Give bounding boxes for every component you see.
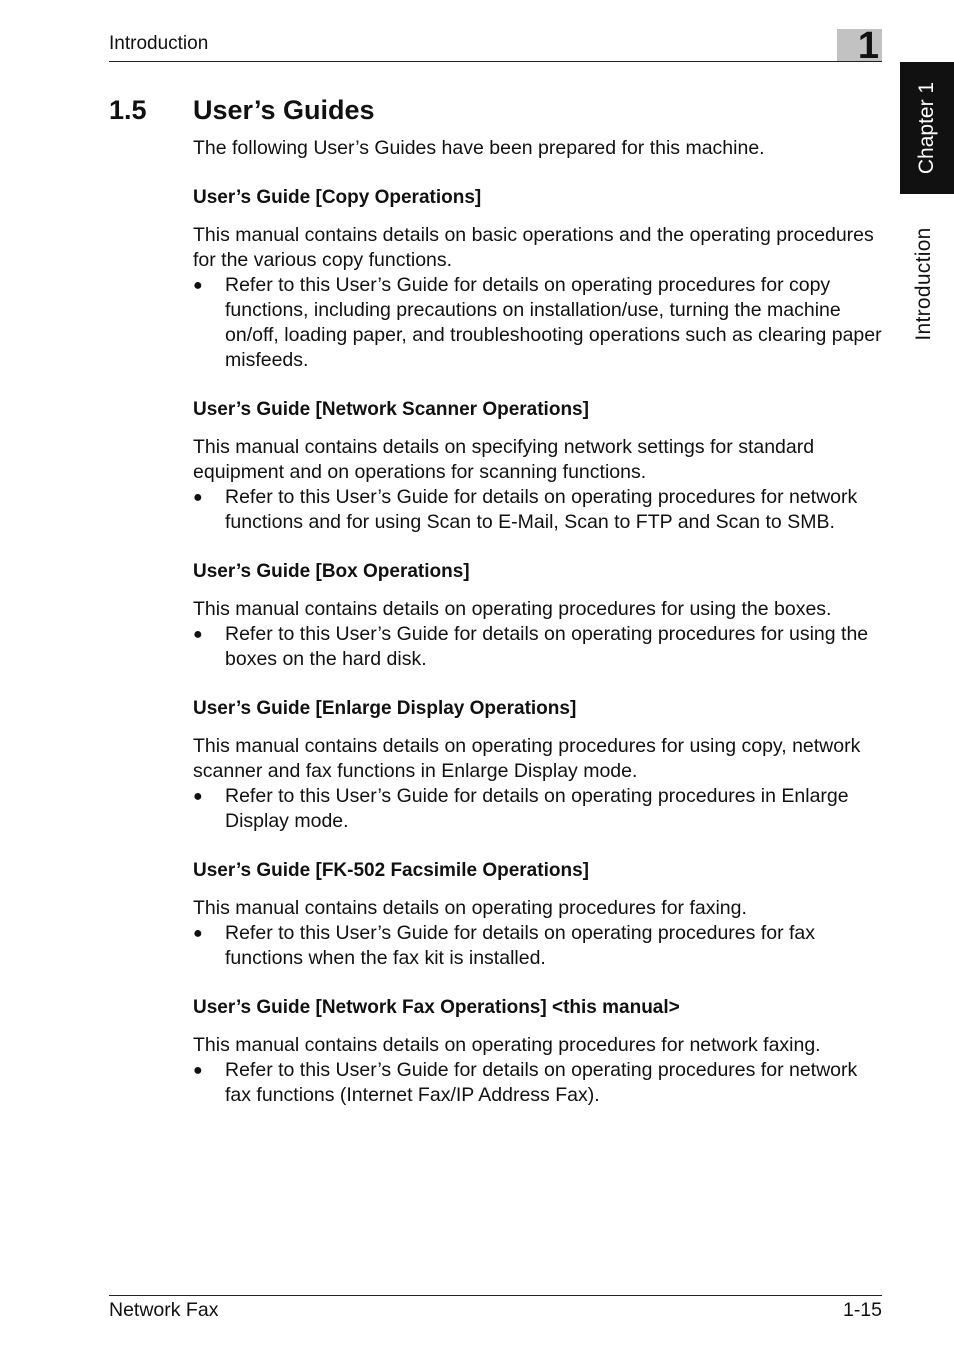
guide-bullet-text: Refer to this User’s Guide for details on operating procedures for fax functions when the fax kit is installed. (225, 922, 815, 969)
guide-description: This manual contains details on basic operations and the operating procedures for the various copy functions. (193, 224, 874, 271)
guide-heading: User’s Guide [FK-502 Facsimile Operations] (193, 860, 589, 881)
guide-copy-operations (193, 185, 883, 373)
guide-network-fax-operations (193, 995, 883, 1108)
running-header-title: Introduction (109, 33, 209, 54)
guide-box-operations (193, 559, 883, 672)
guide-description: This manual contains details on operating procedures for network faxing. (193, 1034, 821, 1056)
footer-product-name: Network Fax (109, 1299, 219, 1321)
guide-network-scanner-operations (193, 397, 883, 535)
section-side-tab-label: Introduction (912, 227, 935, 341)
bullet-dot-icon: ● (193, 788, 203, 805)
footer-divider (109, 1295, 882, 1296)
section-title: User’s Guides (193, 95, 375, 125)
bullet-dot-icon: ● (193, 1062, 203, 1079)
guide-bullet (193, 784, 883, 834)
chapter-number-box (837, 29, 882, 61)
guide-bullet-text: Refer to this User’s Guide for details on operating procedures for network functions and for using Scan to E-Mail, Scan to FTP and Scan to SMB. (225, 486, 858, 533)
chapter-number: 1 (857, 29, 879, 61)
guide-description: This manual contains details on specifying network settings for standard equipment and on operations for scanning functions. (193, 436, 815, 483)
guide-bullet (193, 273, 883, 373)
bullet-dot-icon: ● (193, 489, 203, 506)
guide-heading: User’s Guide [Enlarge Display Operations] (193, 698, 577, 719)
guide-bullet (193, 1058, 883, 1108)
guide-description: This manual contains details on operating procedures for faxing. (193, 897, 747, 919)
guide-heading: User’s Guide [Network Scanner Operations] (193, 399, 589, 420)
guide-heading: User’s Guide [Box Operations] (193, 561, 470, 582)
guide-bullet (193, 921, 883, 971)
page-number: 1-15 (842, 1299, 882, 1321)
guide-description: This manual contains details on operating procedures for using copy, network scanner and fax functions in Enlarge Display mode. (193, 735, 861, 782)
guide-bullet-text: Refer to this User’s Guide for details on operating procedures in Enlarge Display mode. (225, 785, 849, 832)
guide-bullet (193, 485, 883, 535)
guide-facsimile-operations (193, 858, 883, 971)
bullet-dot-icon: ● (193, 925, 203, 942)
section-intro: The following User’s Guides have been prepared for this machine. (193, 137, 765, 159)
guide-heading: User’s Guide [Copy Operations] (193, 187, 482, 208)
chapter-side-tab-label: Chapter 1 (915, 81, 938, 175)
guide-bullet-text: Refer to this User’s Guide for details on operating procedures for copy functions, including precautions on installation/use, turning the machine on/off, loading paper, and troubleshooting operations such as clearing paper misfeeds. (225, 274, 882, 371)
header-divider (109, 61, 882, 62)
guide-heading: User’s Guide [Network Fax Operations] <this manual> (193, 997, 680, 1018)
bullet-dot-icon: ● (193, 626, 203, 643)
section-number: 1.5 (109, 95, 147, 125)
guide-bullet-text: Refer to this User’s Guide for details on operating procedures for using the boxes on the hard disk. (225, 623, 869, 670)
bullet-dot-icon: ● (193, 277, 203, 294)
guide-enlarge-display-operations (193, 696, 883, 834)
guide-description: This manual contains details on operating procedures for using the boxes. (193, 598, 832, 620)
guide-bullet-text: Refer to this User’s Guide for details on operating procedures for network fax functions (Internet Fax/IP Address Fax). (225, 1059, 858, 1106)
page-content (193, 136, 883, 1108)
guide-bullet (193, 622, 883, 672)
